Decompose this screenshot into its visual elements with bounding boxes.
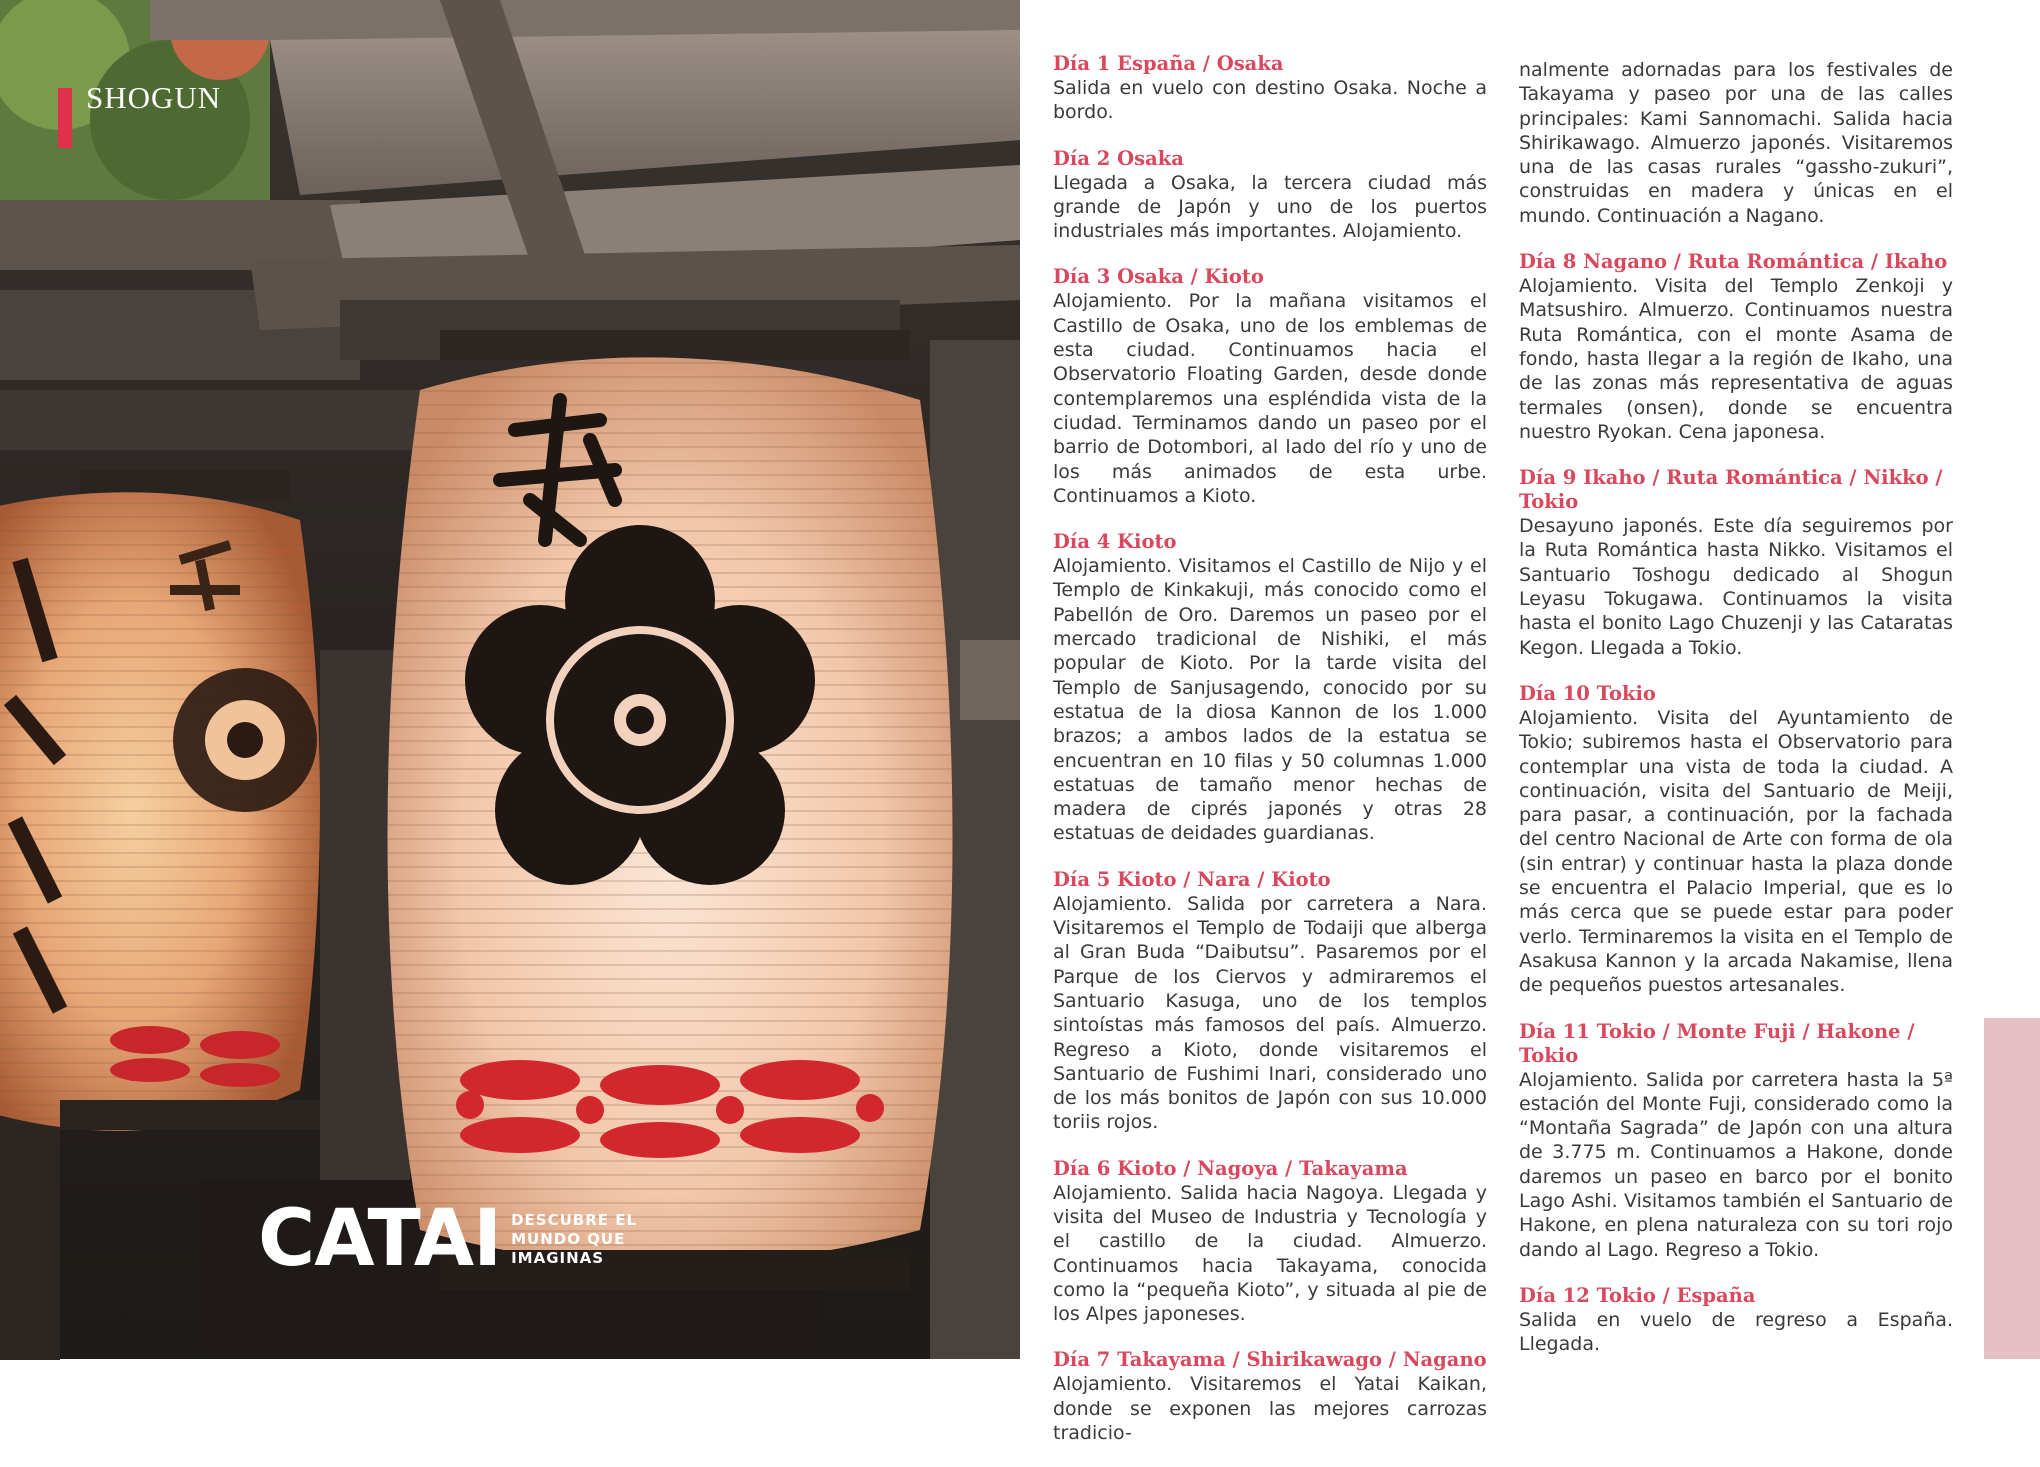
day-description: Llegada a Osaka, la tercera ciudad más grande de Japón y uno de los puertos industriales más importantes. Alojamiento.	[1053, 171, 1487, 243]
day-description-continued: nalmente adornadas para los festivales de Takayama y paseo por una de las calles principales: Kami Sannomachi. Salida hacia Shirikawago. Almuerzo japonés. Visitaremos una de las casas rurales “gassho-zukuri”, construidas en madera y únicas en el mundo. Continuación a Nagano.	[1519, 59, 1953, 227]
itinerary-day	[1519, 250, 1953, 444]
lanterns-illustration	[0, 0, 1020, 1359]
day-title: Día 5 Kioto / Nara / Kioto	[1053, 867, 1331, 891]
itinerary-day	[1053, 147, 1487, 244]
logo-tagline-line: MUNDO QUE	[511, 1229, 626, 1248]
day-description: Alojamiento. Salida hacia Nagoya. Llegada y visita del Museo de Industria y Tecnología y el castillo de la ciudad. Almuerzo. Continuamos hacia Takayama, conocida como la “pequeña Kioto”, y situada al pie de los Alpes japoneses.	[1053, 1181, 1487, 1326]
day-title: Día 9 Ikaho / Ruta Romántica / Nikko / Tokio	[1519, 466, 1943, 514]
logo-wordmark: CATAI	[258, 1194, 502, 1284]
itinerary-day	[1053, 265, 1487, 508]
logo-tagline-line: DESCUBRE EL	[511, 1210, 638, 1229]
day-description: Alojamiento. Visitaremos el Yatai Kaikan, donde se exponen las mejores carrozas tradicio-	[1053, 1373, 1487, 1445]
day-title: Día 1 España / Osaka	[1053, 52, 1284, 75]
itinerary-column-2	[1519, 58, 1953, 1378]
itinerary-day	[1519, 1284, 1953, 1357]
itinerary-day	[1053, 868, 1487, 1135]
day-description: Salida en vuelo de regreso a España. Llegada.	[1519, 1308, 1953, 1356]
day-title: Día 12 Tokio / España	[1519, 1283, 1756, 1307]
day-title: Día 11 Tokio / Monte Fuji / Hakone / Tokio	[1519, 1019, 1915, 1067]
day-description: Alojamiento. Salida por carretera hasta la 5ª estación del Monte Fuji, considerado como la “Montaña Sagrada” de Japón con una altura de 3.775 m. Continuamos a Hakone, donde daremos un paseo en barco por el bonito Lago Ashi. Visitamos también el Santuario de Hakone, en plena naturaleza con su tori rojo dando al Lago. Regreso a Tokio.	[1519, 1068, 1953, 1261]
logo-tagline-line: IMAGINAS	[511, 1248, 605, 1267]
itinerary-day	[1053, 52, 1487, 125]
logo-tagline	[511, 1211, 637, 1268]
day-description: Alojamiento. Por la mañana visitamos el Castillo de Osaka, uno de los emblemas de esta ciudad. Continuamos hacia el Observatorio Floating Garden, desde donde contemplaremos una espléndida vista de la ciudad. Terminamos dando un paseo por el barrio de Dotombori, al lado del río y uno de los más animados de esta urbe. Continuamos a Kioto.	[1053, 290, 1487, 507]
lanterns-photo	[0, 0, 1020, 1359]
day-description: Alojamiento. Salida por carretera a Nara. Visitaremos el Templo de Todaiji que alberga al Gran Buda “Daibutsu”. Pasaremos por el Parque de los Ciervos y admiraremos el Santuario Kasuga, uno de los templos sintoístas más famosos del país. Almuerzo. Regreso a Kioto, donde visitaremos el Santuario de Fushimi Inari, considerado uno de los más bonitos de Japón con sus 10.000 toriis rojos.	[1053, 892, 1487, 1134]
itinerary-day	[1053, 1157, 1487, 1327]
day-description: Alojamiento. Visitamos el Castillo de Nijo y el Templo de Kinkakuji, más conocido como el Pabellón de Oro. Daremos un paseo por el mercado tradicional de Nishiki, el más popular de Kioto. Por la tarde visita del Templo de Sanjusagendo, conocido por su estatua de la diosa Kannon de los 1.000 brazos; a ambos lados de la estatua se encuentran en 10 filas y 50 columnas 1.000 estatuas de tamaño menor hechas de madera de ciprés japonés y otras 28 estatuas de deidades guardianas.	[1053, 555, 1487, 845]
brand-accent-bar	[58, 88, 72, 148]
catai-logo	[258, 1194, 638, 1284]
day-title: Día 7 Takayama / Shirikawago / Nagano	[1053, 1348, 1487, 1372]
day-title: Día 2 Osaka	[1053, 146, 1184, 170]
itinerary-column-1	[1053, 52, 1487, 1467]
day-description: Alojamiento. Visita del Templo Zenkoji y Matsushiro. Almuerzo. Continuamos nuestra Ruta Romántica, con el monte Asama de fondo, hasta llegar a la región de Ikaho, una de las zonas más representativa de aguas termales (onsen), donde se encuentra nuestro Ryokan. Cena japonesa.	[1519, 275, 1953, 443]
day-title: Día 4 Kioto	[1053, 530, 1177, 554]
day-title: Día 8 Nagano / Ruta Romántica / Ikaho	[1519, 250, 1948, 274]
day-title: Día 3 Osaka / Kioto	[1053, 265, 1264, 289]
day-description: Alojamiento. Visita del Ayuntamiento de Tokio; subiremos hasta el Observatorio para contemplar una vista de toda la ciudad. A continuación, visita del Santuario de Meiji, para pasar, a continuación, por la fachada del centro Nacional de Arte con forma de ola (sin entrar) y continuar hasta la plaza donde se encuentra el Palacio Imperial, que es lo más cerca que se puede estar para poder verlo. Terminaremos la visita en el Templo de Asakusa Kannon y la arcada Nakamise, llena de pequeños puestos artesanales.	[1519, 706, 1953, 997]
day-title: Día 10 Tokio	[1519, 681, 1656, 705]
side-tab-decoration	[1984, 1018, 2040, 1359]
itinerary-day	[1519, 466, 1953, 660]
itinerary-day	[1053, 530, 1487, 846]
itinerary-day	[1519, 682, 1953, 998]
section-title: SHOGUN	[86, 80, 222, 115]
itinerary-day	[1519, 1020, 1953, 1262]
itinerary-day	[1053, 1348, 1487, 1445]
day-description: Salida en vuelo con destino Osaka. Noche a bordo.	[1053, 77, 1487, 124]
day-title: Día 6 Kioto / Nagoya / Takayama	[1053, 1156, 1408, 1180]
day-description: Desayuno japonés. Este día seguiremos por la Ruta Romántica hasta Nikko. Visitamos el Santuario Toshogu dedicado al Shogun Leyasu Tokugawa. Continuamos la visita hasta el bonito Lago Chuzenji y las Cataratas Kegon. Llegada a Tokio.	[1519, 515, 1953, 659]
